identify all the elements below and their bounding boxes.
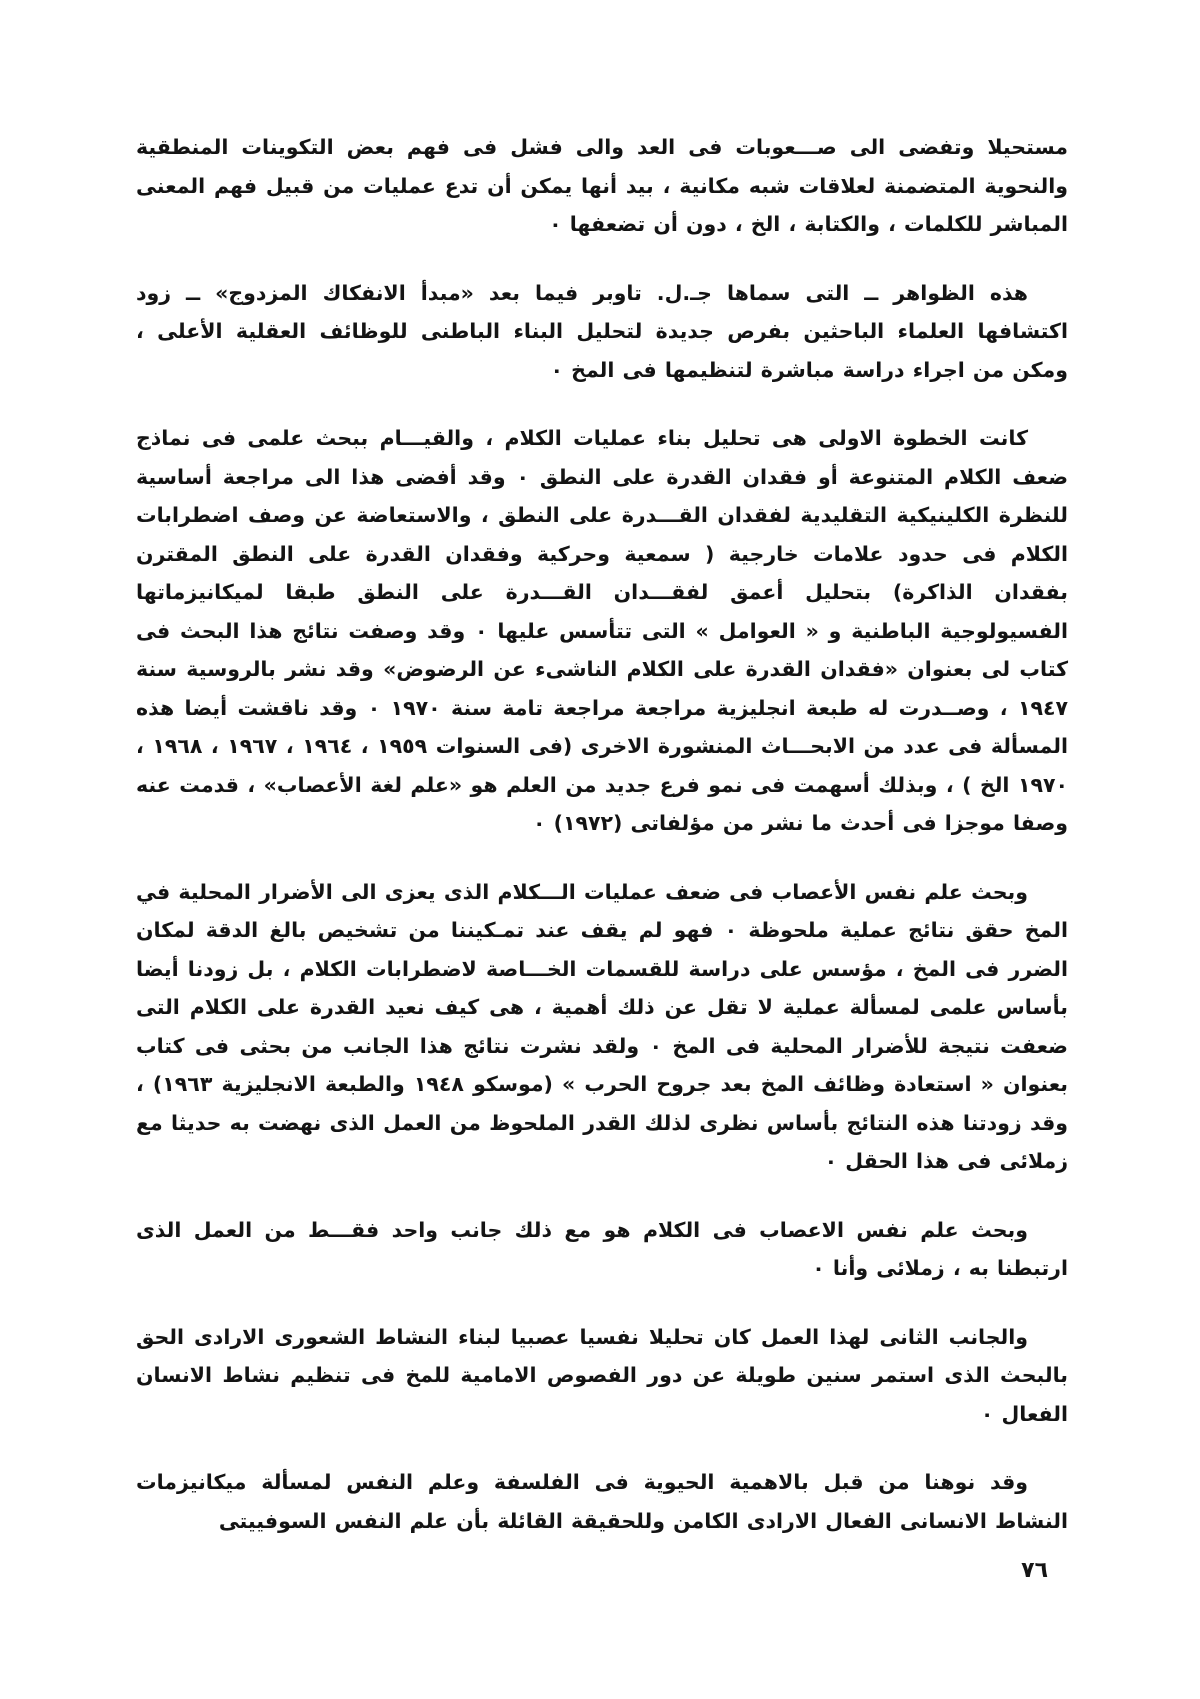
body-text bbox=[136, 128, 1068, 1570]
paragraph-mechanisms: وقد نوهنا من قبل بالاهمية الحيوية فى الفلسفة وعلم النفس لمسألة ميكانيزمات النشاط الانسانى الفعال الارادى الكامن وللحقيقة القائلة بأن علم النفس السوفييتى bbox=[136, 1470, 1068, 1533]
page-number: ٧٦ bbox=[1021, 1558, 1048, 1583]
paragraph-double-dissociation: هذه الظواهر ــ التى سماها جـ.ل. تاوبر فيما بعد «مبدأ الانفكاك المزدوج» ــ زود اكتشافها العلماء الباحثين بفرص جديدة لتحليل البناء الباطنى للوظائف العقلية الأعلى ، ومكن من اجراء دراسة مباشرة لتنظيمها فى المخ ٠ bbox=[136, 280, 1068, 382]
paragraph-continuation: مستحيلا وتفضى الى صـــعوبات فى العد والى فشل فى فهم بعض التكوينات المنطقية والنحوية المتضمنة لعلاقات شبه مكانية ، بيد أنها يمكن أن تدع عمليات من قبيل فهم المعنى المباشر للكلمات ، والكتابة ، الخ ، دون أن تضعفها ٠ bbox=[136, 135, 1068, 236]
paragraph-first-step: كانت الخطوة الاولى هى تحليل بناء عمليات الكلام ، والقيـــام ببحث علمى فى نماذج ضعف الكلام المتنوعة أو فقدان القدرة على النطق ٠ وقد أفضى هذا الى مراجعة أساسية للنظرة الكلينيكية التقليدية لفقدان القـــدرة على النطق ، والاستعاضة عن وصف اضطرابات الكلام فى حدود علامات خارجية ( سمعية وحركية وفقدان القدرة على النطق المقترن بفقدان الذاكرة) بتحليل أعمق لفقـــدان القـــدرة على النطق طبقا لميكانيزماتها الفسيولوجية الباطنية و « العوامل » التى تتأسس عليها ٠ وقد وصفت نتائج هذا البحث فى كتاب لى بعنوان «فقدان القدرة على الكلام الناشىء عن الرضوض» وقد نشر بالروسية سنة ١٩٤٧ ، وصــدرت له طبعة انجليزية مراجعة مراجعة تامة سنة ١٩٧٠ ٠ وقد ناقشت أيضا هذه المسألة فى عدد من الابحـــاث المنشورة الاخرى (فى السنوات ١٩٥٩ ، ١٩٦٤ ، ١٩٦٧ ، ١٩٦٨ ، ١٩٧٠ الخ ) ، وبذلك أسهمت فى نمو فرع جديد من العلم هو «علم لغة الأعصاب» ، قدمت عنه وصفا موجزا فى أحدث ما نشر من مؤلفاتى (١٩٧٢) ٠ bbox=[136, 426, 1069, 835]
paragraph-neuropsychology-speech: وبحث علم نفس الأعصاب فى ضعف عمليات الـــكلام الذى يعزى الى الأضرار المحلية في المخ حقق نتائج عملية ملحوظة ٠ فهو لم يقف عند تمـكيننا من تشخيص بالغ الدقة لمكان الضرر فى المخ ، مؤسس على دراسة للقسمات الخـــاصة لاضطرابات الكلام ، بل زودنا أيضا بأساس علمى لمسألة عملية لا تقل عن ذلك أهمية ، هى كيف نعيد القدرة على الكلام التى ضعفت نتيجة للأضرار المحلية فى المخ ٠ ولقد نشرت نتائج هذا الجانب من بحثى فى كتاب بعنوان « استعادة وظائف المخ بعد جروح الحرب » (موسكو ١٩٤٨ والطبعة الانجليزية ١٩٦٣) ، وقد زودتنا هذه النتائج بأساس نظرى لذلك القدر الملحوظ من العمل الذى نهضت به حديثا مع زملائى فى هذا الحقل ٠ bbox=[136, 879, 1068, 1173]
paragraph-second-aspect: والجانب الثانى لهذا العمل كان تحليلا نفسيا عصبيا لبناء النشاط الشعورى الارادى الحق بالبحث الذى استمر سنين طويلة عن دور الفصوص الامامية للمخ فى تنظيم نشاط الانسان الفعال ٠ bbox=[136, 1324, 1068, 1426]
paragraph-one-aspect: وبحث علم نفس الاعصاب فى الكلام هو مع ذلك جانب واحد فقـــط من العمل الذى ارتبطنا به ، زملائى وأنا ٠ bbox=[136, 1217, 1068, 1280]
